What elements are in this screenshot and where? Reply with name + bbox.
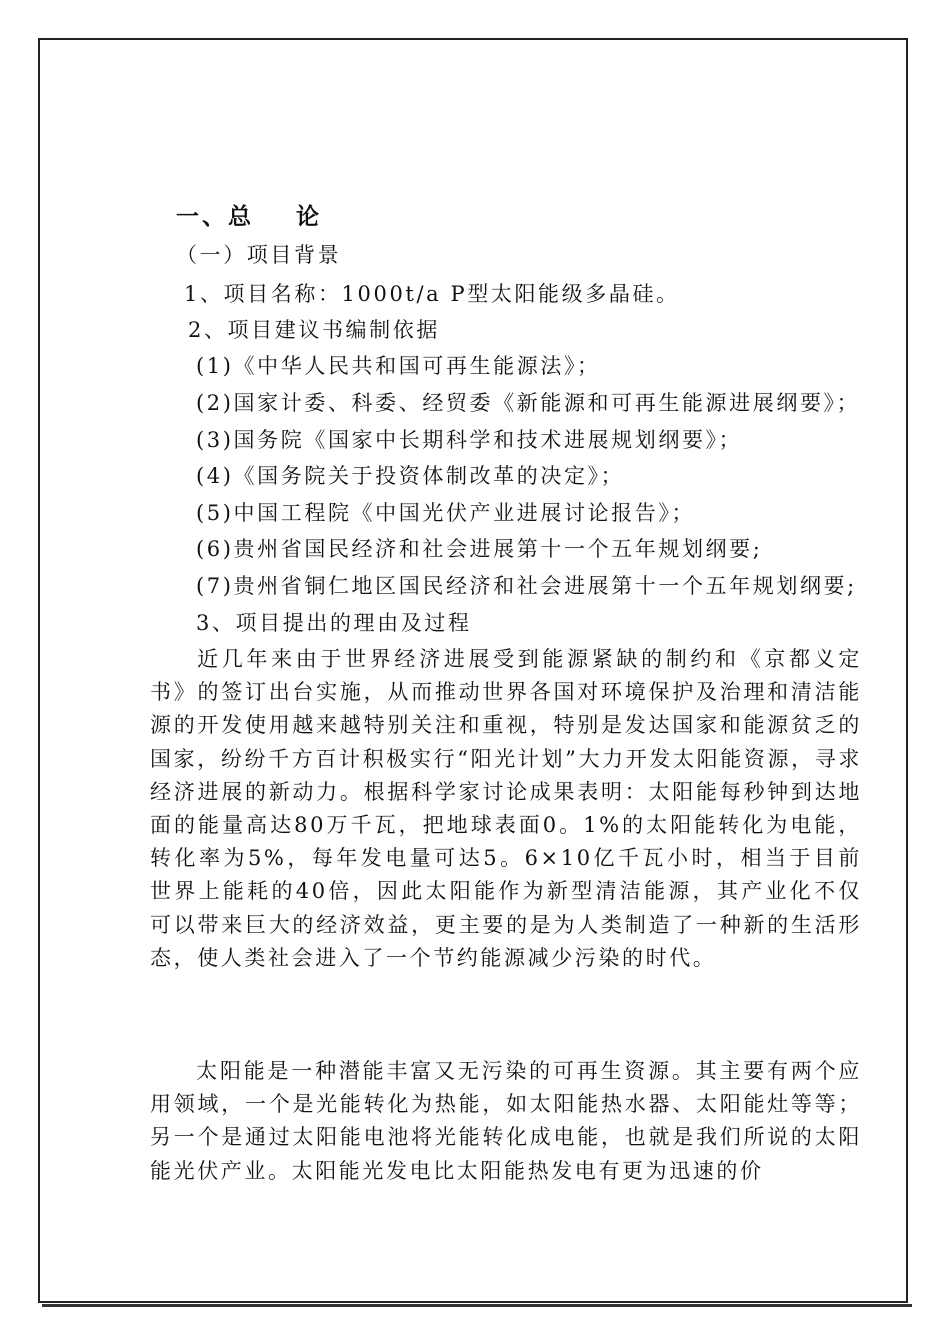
project-name: 1、项目名称：1000t/a P型太阳能级多晶硅。 [184, 282, 680, 306]
section-heading-rest: 论 [296, 203, 322, 230]
basis-item: (2)国家计委、科委、经贸委《新能源和可再生能源进展纲要》； [196, 391, 861, 415]
paragraph-1 [150, 643, 862, 975]
basis-item: (4)《国务院关于投资体制改革的决定》； [196, 464, 625, 488]
basis-item: (6)贵州省国民经济和社会进展第十一个五年规划纲要; [196, 537, 763, 561]
paragraph-1-text: 近几年来由于世界经济进展受到能源紧缺的制约和《京都义定书》的签订出台实施，从而推动世界各国对环境保护及治理和清洁能源的开发使用越来越特别关注和重视，特别是发达国家和能源贫乏的国家，纷纷千方百计积极实行“阳光计划”大力开发太阳能资源，寻求经济进展的新动力。根据科学家讨论成果表明：太阳能每秒钟到达地面的能量高达80万千瓦，把地球表面0。1%的太阳能转化为电能，转化率为5%，每年发电量可达5。6×10亿千瓦小时，相当于目前世界上能耗的40倍，因此太阳能作为新型清洁能源，其产业化不仅可以带来巨大的经济效益，更主要的是为人类制造了一种新的生活形态，使人类社会进入了一个节约能源减少污染的时代。 [150, 647, 862, 970]
paragraph-2 [150, 1055, 862, 1188]
basis-item: (1)《中华人民共和国可再生能源法》； [196, 354, 601, 378]
paragraph-2-text: 太阳能是一种潜能丰富又无污染的可再生资源。其主要有两个应用领域，一个是光能转化为热能，如太阳能热水器、太阳能灶等等；另一个是通过太阳能电池将光能转化成电能，也就是我们所说的太阳能光伏产业。太阳能光发电比太阳能热发电有更为迅速的价 [150, 1059, 862, 1183]
section-heading-number: 一、总 [176, 203, 254, 230]
subsection-title: （一）项目背景 [176, 243, 342, 267]
basis-item: (7)贵州省铜仁地区国民经济和社会进展第十一个五年规划纲要; [196, 574, 857, 598]
basis-item: (5)中国工程院《中国光伏产业进展讨论报告》； [196, 501, 696, 525]
basis-title: 2、项目建议书编制依据 [188, 318, 440, 342]
section-heading [176, 203, 322, 231]
basis-item: (3)国务院《国家中长期科学和技术进展规划纲要》； [196, 428, 743, 452]
reason-title: 3、项目提出的理由及过程 [196, 611, 472, 635]
